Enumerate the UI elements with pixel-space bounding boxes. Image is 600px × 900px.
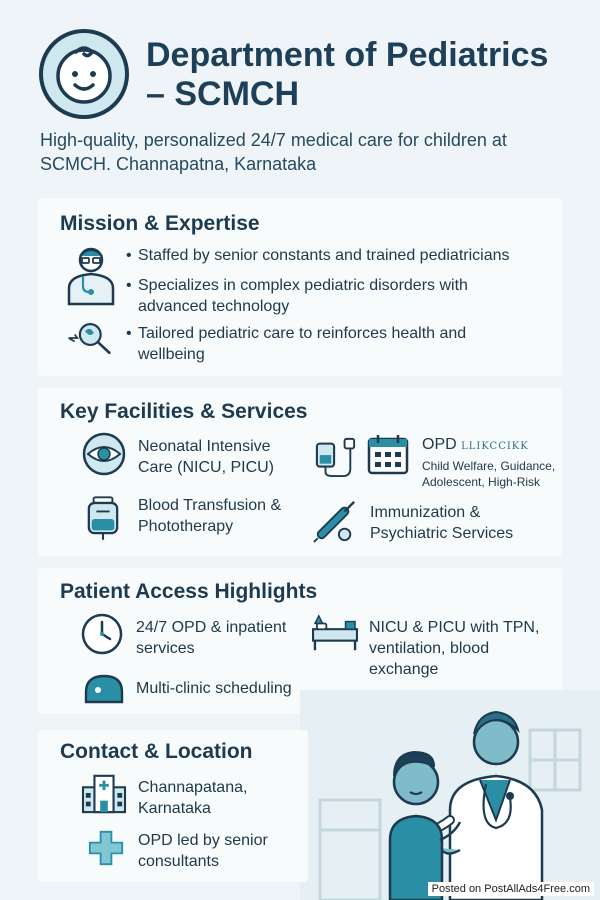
contact-item: OPD led by senior consultants (138, 832, 268, 870)
mission-item: • Tailored pediatric care to reinforces health and wellbeing (138, 323, 498, 365)
mission-item: • Staffed by senior constants and trained pediatricians (138, 245, 548, 266)
contact-title: Contact & Location (60, 740, 253, 763)
page-title: Department of Pediatrics – SCMCH (146, 36, 549, 113)
contact-item: Channapatana, Karnataka (138, 779, 248, 817)
facility-label: Neonatal Intensive Care (NICU, PICU) (138, 438, 275, 476)
facility-label: Immunization & Psychiatric Services (370, 504, 514, 542)
page-subtitle: High-quality, personalized 24/7 medical care for children at SCMCH. Channapatna, Karnataka (40, 130, 507, 174)
contact-card (38, 730, 308, 882)
clock-icon (80, 612, 124, 656)
facilities-title: Key Facilities & Services (60, 400, 308, 423)
opd-scribble: LLIKCCIKK (461, 441, 529, 452)
access-item: 24/7 OPD & inpatient services (136, 619, 287, 657)
baby-face-icon (38, 28, 130, 120)
facility-label: Blood Transfusion & Phototherapy (138, 497, 282, 535)
syringe-icon (312, 498, 358, 544)
access-title: Patient Access Highlights (60, 580, 318, 603)
hospital-bed-icon (310, 612, 360, 654)
hospital-building-icon (80, 772, 128, 814)
capsule-icon (82, 672, 126, 706)
opd-label (422, 434, 562, 457)
opd-detail: Child Welfare, Guidance, Adolescent, High-Risk (422, 459, 556, 489)
facilities-card (38, 388, 562, 556)
magnifier-icon (66, 320, 118, 356)
access-item: NICU & PICU with TPN, ventilation, blood exchange (369, 619, 540, 678)
mission-item: • Specializes in complex pediatric disorders with advanced technology (138, 275, 538, 317)
doctor-child-illustration (300, 690, 600, 900)
mission-title: Mission & Expertise (60, 212, 260, 235)
blood-bag-icon (86, 496, 120, 542)
footer-credit: Posted on PostAllAds4Free.com (428, 882, 594, 896)
doctor-icon (64, 242, 118, 306)
medical-cross-icon (88, 830, 124, 866)
calendar-icon (366, 432, 410, 476)
access-item: Multi-clinic scheduling (136, 680, 292, 697)
eye-icon (82, 432, 126, 476)
opd-label-text: OPD (422, 436, 457, 453)
iv-drip-icon (314, 436, 358, 478)
mission-card (38, 198, 562, 376)
